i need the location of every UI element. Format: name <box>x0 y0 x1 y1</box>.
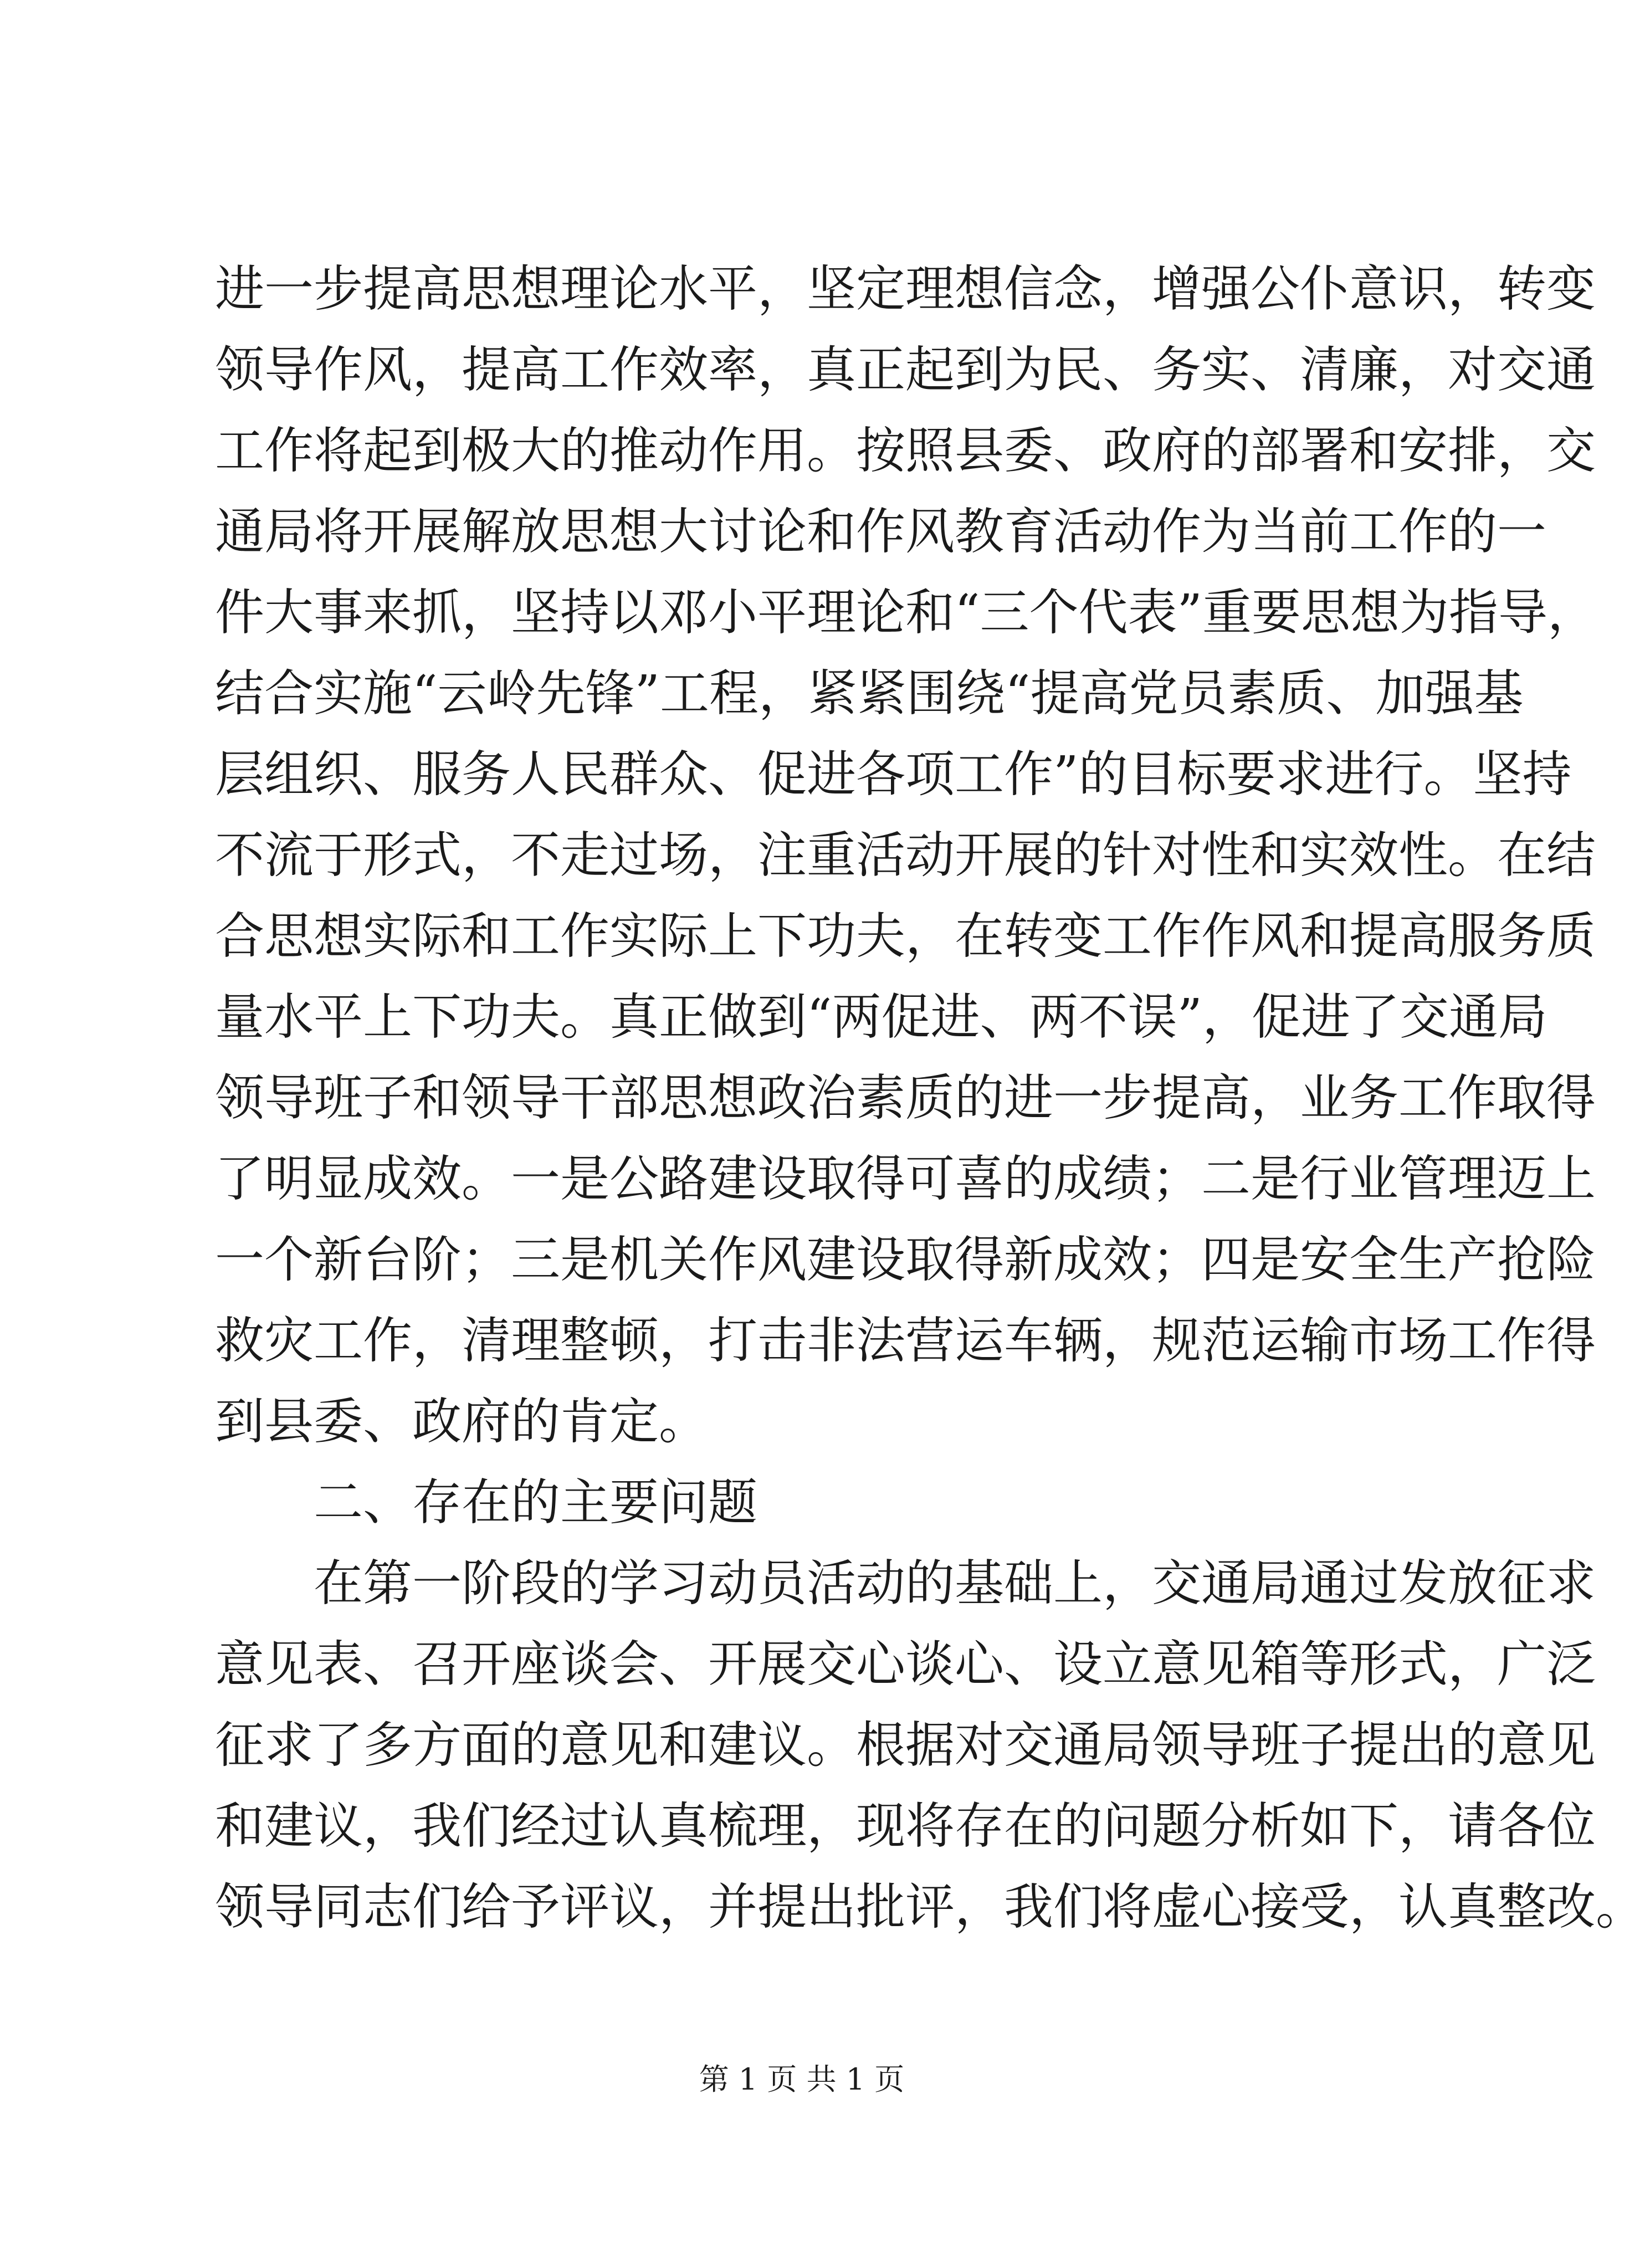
text-line: 工作将起到极大的推动作用。按照县委、政府的部署和安排，交 <box>215 422 1596 479</box>
text-line: 一个新台阶；三是机关作风建设取得新成效；四是安全生产抢险 <box>215 1231 1596 1288</box>
text-line: 不流于形式，不走过场，注重活动开展的针对性和实效性。在结 <box>215 826 1596 884</box>
text-line: 通局将开展解放思想大讨论和作风教育活动作为当前工作的一 <box>215 503 1546 560</box>
text-line: 征求了多方面的意见和建议。根据对交通局领导班子提出的意见 <box>215 1716 1596 1774</box>
text-line: 合思想实际和工作实际上下功夫，在转变工作作风和提高服务质 <box>215 907 1596 965</box>
text-line: 救灾工作，清理整顿，打击非法营运车辆，规范运输市场工作得 <box>215 1312 1596 1369</box>
text-line: 在第一阶段的学习动员活动的基础上，交通局通过发放征求 <box>314 1554 1596 1612</box>
text-line: 量水平上下功夫。真正做到“两促进、两不误”，促进了交通局 <box>215 988 1547 1046</box>
page-footer <box>0 2060 1603 2099</box>
page-number: 第 1 页 共 1 页 <box>699 2062 905 2097</box>
text-line: 领导班子和领导干部思想政治素质的进一步提高，业务工作取得 <box>215 1069 1596 1127</box>
text-line: 结合实施“云岭先锋”工程，紧紧围绕“提高党员素质、加强基 <box>215 664 1524 722</box>
text-line: 和建议，我们经过认真梳理，现将存在的问题分析如下，请各位 <box>215 1797 1596 1855</box>
text-line: 领导同志们给予评议，并提出批评，我们将虚心接受，认真整改。 <box>215 1878 1645 1936</box>
text-line: 层组织、服务人民群众、促进各项工作”的目标要求进行。坚持 <box>215 745 1572 803</box>
text-line: 件大事来抓，坚持以邓小平理论和“三个代表”重要思想为指导， <box>215 583 1597 641</box>
text-line: 了明显成效。一是公路建设取得可喜的成绩；二是行业管理迈上 <box>215 1150 1596 1207</box>
section-heading: 二、存在的主要问题 <box>314 1473 757 1531</box>
document-body <box>215 248 1645 1947</box>
text-line: 到县委、政府的肯定。 <box>215 1392 708 1450</box>
text-line: 意见表、召开座谈会、开展交心谈心、设立意见箱等形式，广泛 <box>215 1635 1596 1693</box>
text-line: 进一步提高思想理论水平，坚定理想信念，增强公仆意识，转变 <box>215 260 1596 318</box>
text-line: 领导作风，提高工作效率，真正起到为民、务实、清廉，对交通 <box>215 341 1596 398</box>
